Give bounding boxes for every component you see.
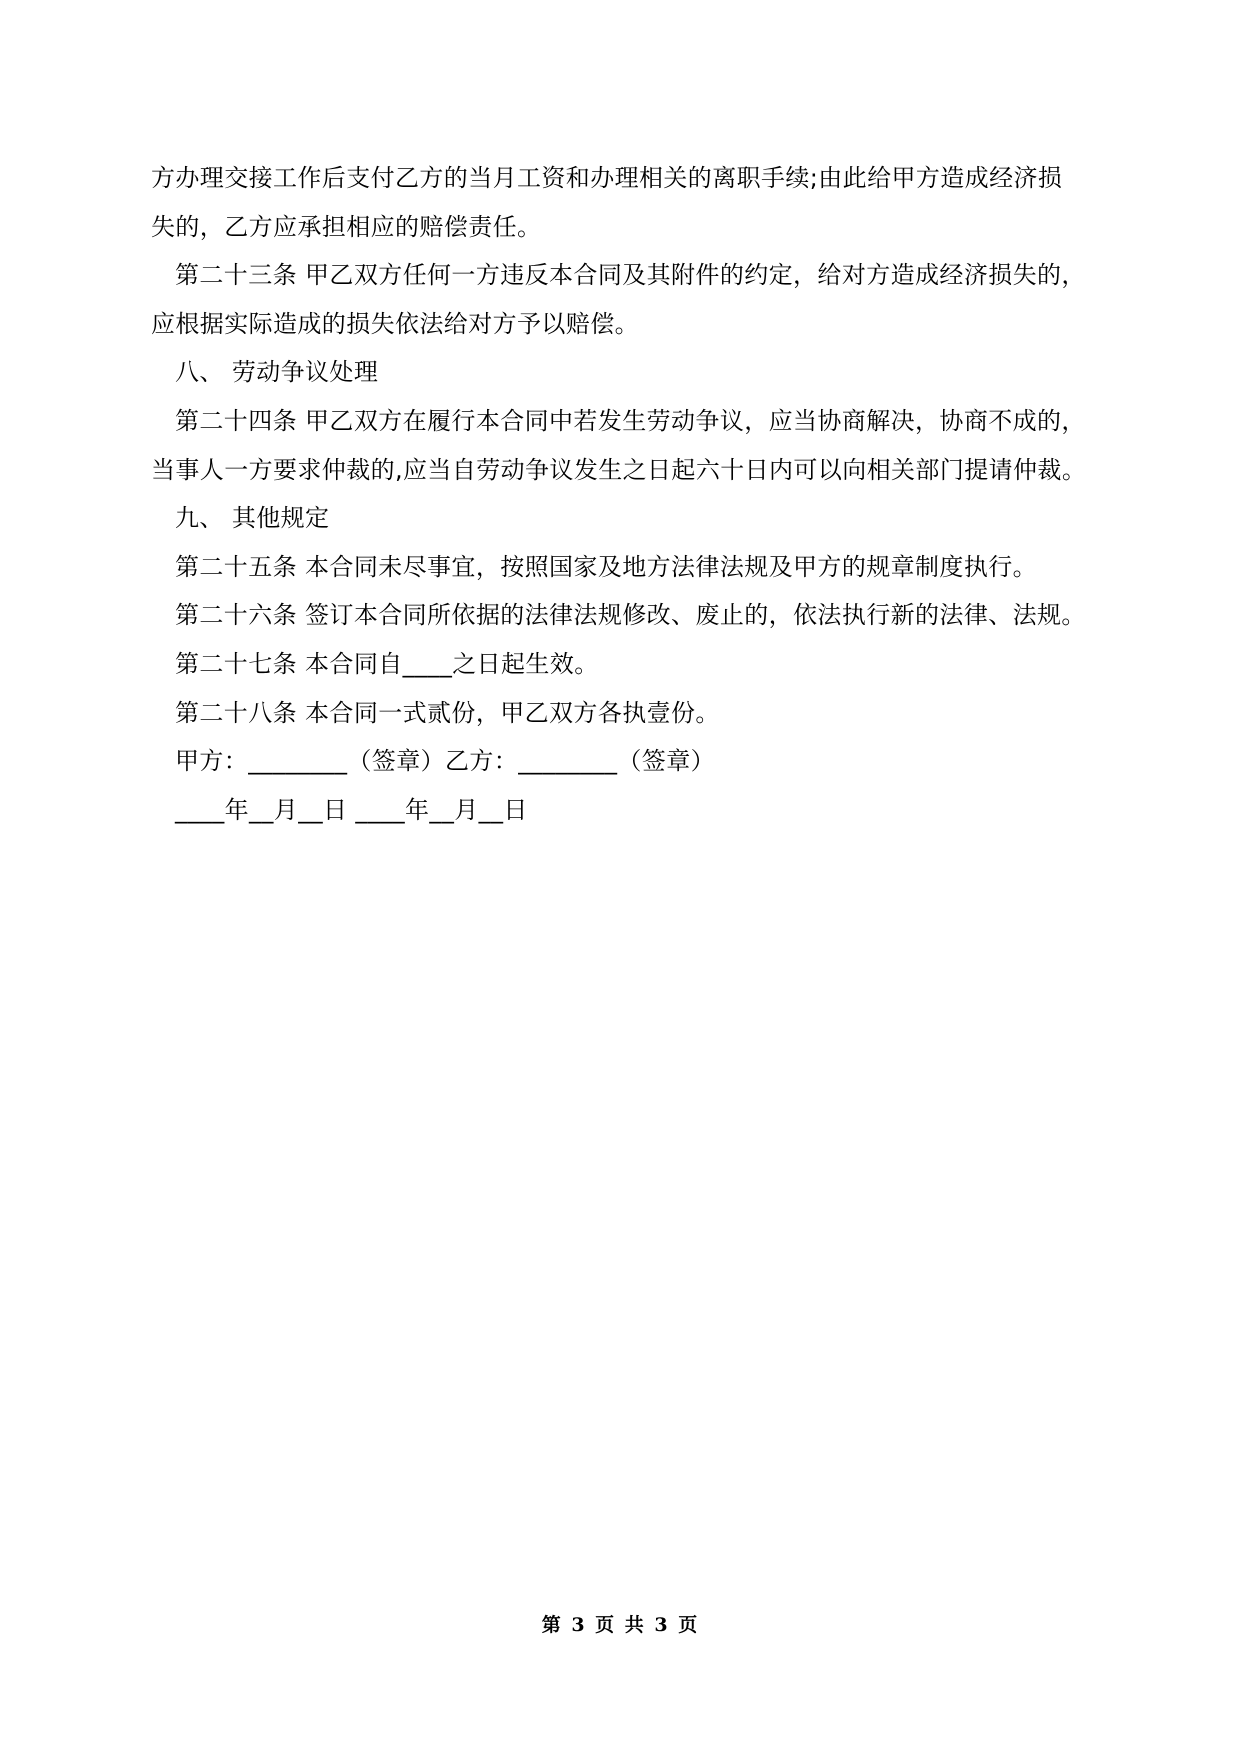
text-line: 方办理交接工作后支付乙方的当月工资和办理相关的离职手续;由此给甲方造成经济损 — [151, 164, 1063, 192]
page-footer: 第 3 页 共 3 页 — [541, 1614, 700, 1636]
date-line: ____年__月__日 ____年__月__日 — [175, 795, 528, 824]
document-body — [151, 154, 1111, 834]
section-heading-9: 九、 其他规定 — [175, 504, 330, 533]
clause-25: 第二十五条 本合同未尽事宜，按照国家及地方法律法规及甲方的规章制度执行。 — [175, 552, 1038, 581]
clause-27: 第二十七条 本合同自____之日起生效。 — [175, 649, 599, 678]
text-line: 应根据实际造成的损失依法给对方予以赔偿。 — [151, 309, 639, 338]
clause-26: 第二十六条 签订本合同所依据的法律法规修改、废止的，依法执行新的法律、法规。 — [175, 601, 1086, 630]
text-line: 当事人一方要求仲裁的,应当自劳动争议发生之日起六十日内可以向相关部门提请仲裁。 — [151, 455, 1087, 484]
clause-28: 第二十八条 本合同一式贰份，甲乙双方各执壹份。 — [175, 698, 720, 727]
signature-line: 甲方：________（签章）乙方：________（签章） — [175, 747, 715, 776]
clause-24: 第二十四条 甲乙双方在履行本合同中若发生劳动争议，应当协商解决，协商不成的， — [175, 406, 1086, 435]
section-heading-8: 八、 劳动争议处理 — [175, 358, 379, 387]
clause-23: 第二十三条 甲乙双方任何一方违反本合同及其附件的约定，给对方造成经济损失的， — [175, 261, 1086, 290]
text-line: 失的，乙方应承担相应的赔偿责任。 — [151, 212, 542, 241]
